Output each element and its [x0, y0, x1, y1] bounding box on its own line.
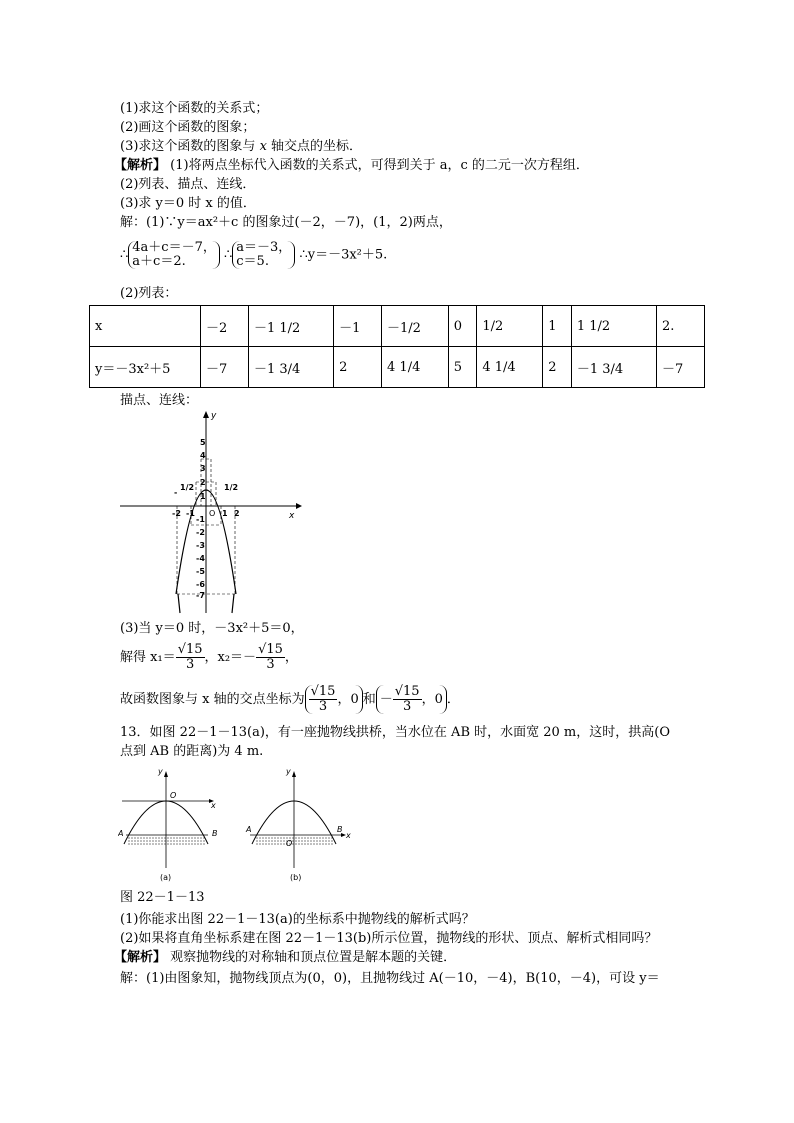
system-2 — [232, 241, 295, 269]
parabola-left-tail — [178, 594, 180, 613]
table-header-x: x — [90, 306, 201, 347]
analysis-text: (1)将两点坐标代入函数的关系式，可得到关于 a，c 的二元一次方程组． — [166, 158, 589, 173]
roots-line — [120, 642, 298, 674]
fig-b-y-label: y — [286, 767, 291, 776]
fig-a-x-label: x — [211, 801, 216, 810]
analysis-2-text: 观察抛物线的对称轴和顶点位置是解本题的关键． — [166, 950, 457, 965]
table-cell: －1 — [334, 306, 382, 347]
y-tick-labels — [196, 438, 206, 600]
table-cell: 2. — [656, 306, 704, 347]
when-y-zero: (3)当 y＝0 时，－3x²＋5＝0， — [120, 621, 304, 636]
table-cell: －1 1/2 — [248, 306, 333, 347]
y-tick-neg3: -3 — [196, 541, 205, 550]
question-2: (2)画这个函数的图象； — [120, 120, 256, 135]
conclusion-prefix: 故函数图象与 x 轴的交点坐标为 — [120, 692, 305, 707]
table-row-x — [90, 306, 705, 347]
point-2-tail: ，0 — [421, 692, 443, 707]
figure-a — [118, 767, 218, 882]
roots-mid: ，x₂＝－ — [204, 650, 257, 665]
system-1-top: 4a＋c＝－7， — [132, 240, 216, 255]
fig-b-point-a: A — [246, 825, 252, 834]
y-tick-1: 1 — [200, 492, 206, 501]
y-tick-neg7: -7 — [196, 591, 205, 600]
y-tick-2: 2 — [200, 478, 206, 487]
point-2 — [376, 685, 447, 714]
step-3: (3)求 y＝0 时 x 的值． — [120, 196, 256, 211]
conclusion-and: 和 — [362, 692, 376, 707]
figure-caption: 图 22－1－13 — [120, 890, 205, 905]
x-tick-neg-half: 1/2 — [180, 483, 195, 492]
fig-b-y-arrow — [292, 771, 296, 777]
table-row-y — [90, 347, 705, 388]
root-2-fraction — [256, 643, 285, 672]
root-1-fraction — [176, 643, 205, 672]
point-2-head: － — [379, 692, 393, 707]
x-tick-1: 1 — [222, 509, 228, 518]
y-tick-neg1: -1 — [196, 515, 205, 524]
problem-13-line-2: 点到 AB 的距离)为 4 m. — [120, 744, 264, 759]
table-cell: 1/2 — [477, 306, 543, 347]
root-1-num: √15 — [177, 642, 203, 657]
conclusion-line — [120, 682, 460, 718]
table-cell: 1 1/2 — [571, 306, 656, 347]
root-1-den: 3 — [185, 657, 195, 672]
x-tick-neg1: -1 — [186, 509, 195, 518]
table-cell: 4 1/4 — [477, 347, 543, 388]
table-cell: 2 — [334, 347, 382, 388]
fig-a-caption: (a) — [160, 873, 172, 882]
question-3 — [120, 138, 362, 156]
fig-a-water — [128, 838, 206, 844]
system-2-top: a＝－3， — [236, 240, 292, 255]
point-1 — [305, 685, 363, 714]
roots-end: ， — [284, 650, 298, 665]
parabola-right-tail — [232, 594, 234, 613]
y-tick-neg2: -2 — [196, 528, 205, 537]
fig-a-point-b: B — [212, 829, 218, 838]
point-1-num: √15 — [310, 684, 336, 699]
y-axis-arrow — [203, 411, 209, 418]
point-2-den: 3 — [403, 699, 412, 714]
point-2-num: √15 — [394, 684, 420, 699]
table-cell: 5 — [448, 347, 477, 388]
table-cell: －7 — [201, 347, 249, 388]
table-cell: －2 — [201, 306, 249, 347]
y-tick-neg6: -6 — [196, 580, 205, 589]
table-cell: 2 — [543, 347, 572, 388]
list-label: (2)列表： — [120, 286, 178, 301]
question-1: (1)求这个函数的关系式； — [120, 101, 269, 116]
fig-b-point-b: B — [337, 825, 343, 834]
y-tick-3: 3 — [200, 464, 206, 473]
therefore-sign-2: ∴ — [224, 247, 233, 263]
therefore-sign: ∴ — [120, 247, 129, 263]
y-axis-label: y — [211, 411, 217, 421]
y-tick-5: 5 — [200, 438, 206, 447]
fig-b-x-label: x — [346, 831, 351, 840]
fig-a-y-arrow — [164, 771, 168, 777]
question-3-text: (3)求这个函数的图象与 — [120, 139, 260, 154]
fig-a-y-label: y — [158, 767, 163, 776]
table-header-y: y＝－3x²＋5 — [90, 347, 201, 388]
y-tick-4: 4 — [200, 451, 206, 460]
table-cell: －7 — [656, 347, 704, 388]
table-cell: 4 1/4 — [382, 347, 449, 388]
table-cell: －1 3/4 — [571, 347, 656, 388]
analysis-2-line — [114, 949, 456, 967]
bridge-figures — [118, 764, 368, 886]
parabola-graph — [118, 408, 308, 618]
origin-label: O — [209, 509, 216, 518]
plot-label: 描点、连线： — [120, 393, 199, 408]
question-3-tail: 轴交点的坐标． — [266, 139, 363, 154]
table-cell: －1/2 — [382, 306, 449, 347]
fig-a-point-a: A — [118, 829, 124, 838]
analysis-2-tag: 【解析】 — [114, 950, 167, 965]
point-1-den: 3 — [318, 699, 328, 714]
x-variable: x — [259, 139, 267, 154]
question-13-1: (1)你能求出图 22－1－13(a)的坐标系中抛物线的解析式吗？ — [120, 912, 475, 927]
point-1-tail: ，0 — [337, 692, 359, 707]
y-tick-neg4: -4 — [196, 554, 205, 563]
table-cell: 0 — [448, 306, 477, 347]
x-axis-arrow — [296, 503, 302, 509]
roots-prefix: 解得 x₁＝ — [120, 650, 176, 665]
solution-1: 解：(1)∵y＝ax²＋c 的图象过(－2，－7)，(1，2)两点， — [120, 215, 452, 230]
x-tick-pos-half: 1/2 — [224, 483, 239, 492]
problem-13-line-1: 13．如图 22－1－13(a)，有一座抛物线拱桥，当水位在 AB 时，水面宽 20 m，这时，拱高(O — [120, 725, 670, 740]
x-tick-neg-sign: - — [174, 488, 178, 497]
step-2: (2)列表、描点、连线． — [120, 177, 256, 192]
root-2-num: √15 — [258, 642, 283, 657]
point-2-fraction — [393, 685, 422, 714]
x-tick-neg2: -2 — [172, 509, 181, 518]
table-cell: 1 — [543, 306, 572, 347]
fig-a-origin: O — [170, 791, 177, 800]
system-1-bottom: a＋c＝2. — [132, 254, 186, 269]
root-2-den: 3 — [266, 657, 275, 672]
system-2-bottom: c＝5. — [236, 254, 269, 269]
y-tick-neg5: -5 — [196, 567, 205, 576]
equation-system — [120, 241, 387, 270]
question-13-2: (2)如果将直角坐标系建在图 22－1－13(b)所示位置，抛物线的形状、顶点、解析式相同吗？ — [120, 931, 658, 946]
analysis-line — [114, 157, 589, 175]
figure-b — [245, 767, 351, 882]
conclusion-end: ． — [446, 692, 460, 707]
result-function: ∴y＝－3x²＋5. — [299, 247, 388, 263]
fig-b-water — [256, 838, 334, 844]
solution-13: 解：(1)由图象知，抛物线顶点为(0，0)，且抛物线过 A(－10，－4)，B(10，－4)，可设 y＝ — [120, 971, 660, 986]
fig-b-caption: (b) — [290, 873, 302, 882]
x-tick-2: 2 — [234, 509, 240, 518]
analysis-tag: 【解析】 — [114, 158, 167, 173]
point-1-fraction — [309, 685, 338, 714]
system-1 — [128, 241, 220, 269]
value-table — [89, 305, 705, 388]
table-cell: －1 3/4 — [248, 347, 333, 388]
fig-b-origin: O — [286, 839, 293, 848]
x-axis-label: x — [289, 511, 295, 521]
